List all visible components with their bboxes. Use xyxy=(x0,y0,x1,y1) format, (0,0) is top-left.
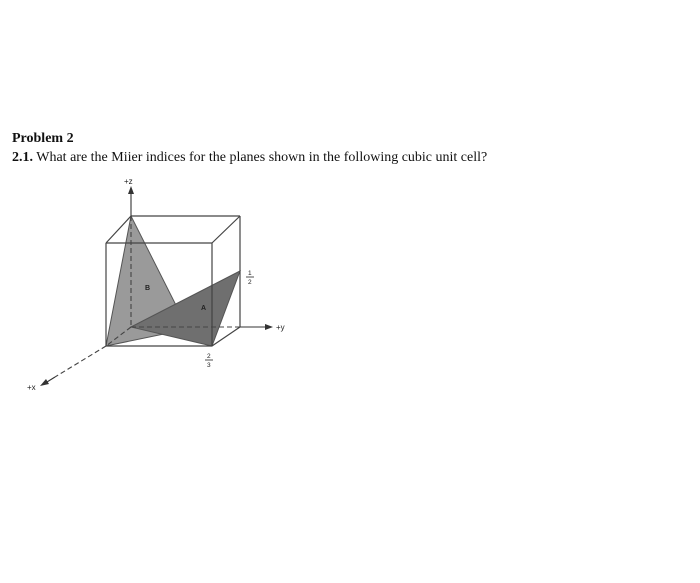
axis-label-x: +x xyxy=(27,383,36,392)
problem-heading: Problem 2 xyxy=(12,131,74,146)
plane-label-a: A xyxy=(201,305,207,312)
axis-label-y: +y xyxy=(276,323,285,332)
intercept-two-thirds-denominator: 3 xyxy=(207,362,211,369)
intercept-half-numerator: 1 xyxy=(248,270,252,277)
question-text: What are the Miier indices for the planes shown in the following cubic unit cell? xyxy=(36,150,488,165)
intercept-half xyxy=(246,270,254,286)
question-number: 2.1. xyxy=(12,150,33,165)
intercept-half-denominator: 2 xyxy=(248,279,252,286)
intercept-two-thirds xyxy=(205,353,213,369)
axis-label-z: +z xyxy=(124,177,133,186)
plane-label-b: B xyxy=(145,285,151,292)
intercept-two-thirds-numerator: 2 xyxy=(207,353,211,360)
